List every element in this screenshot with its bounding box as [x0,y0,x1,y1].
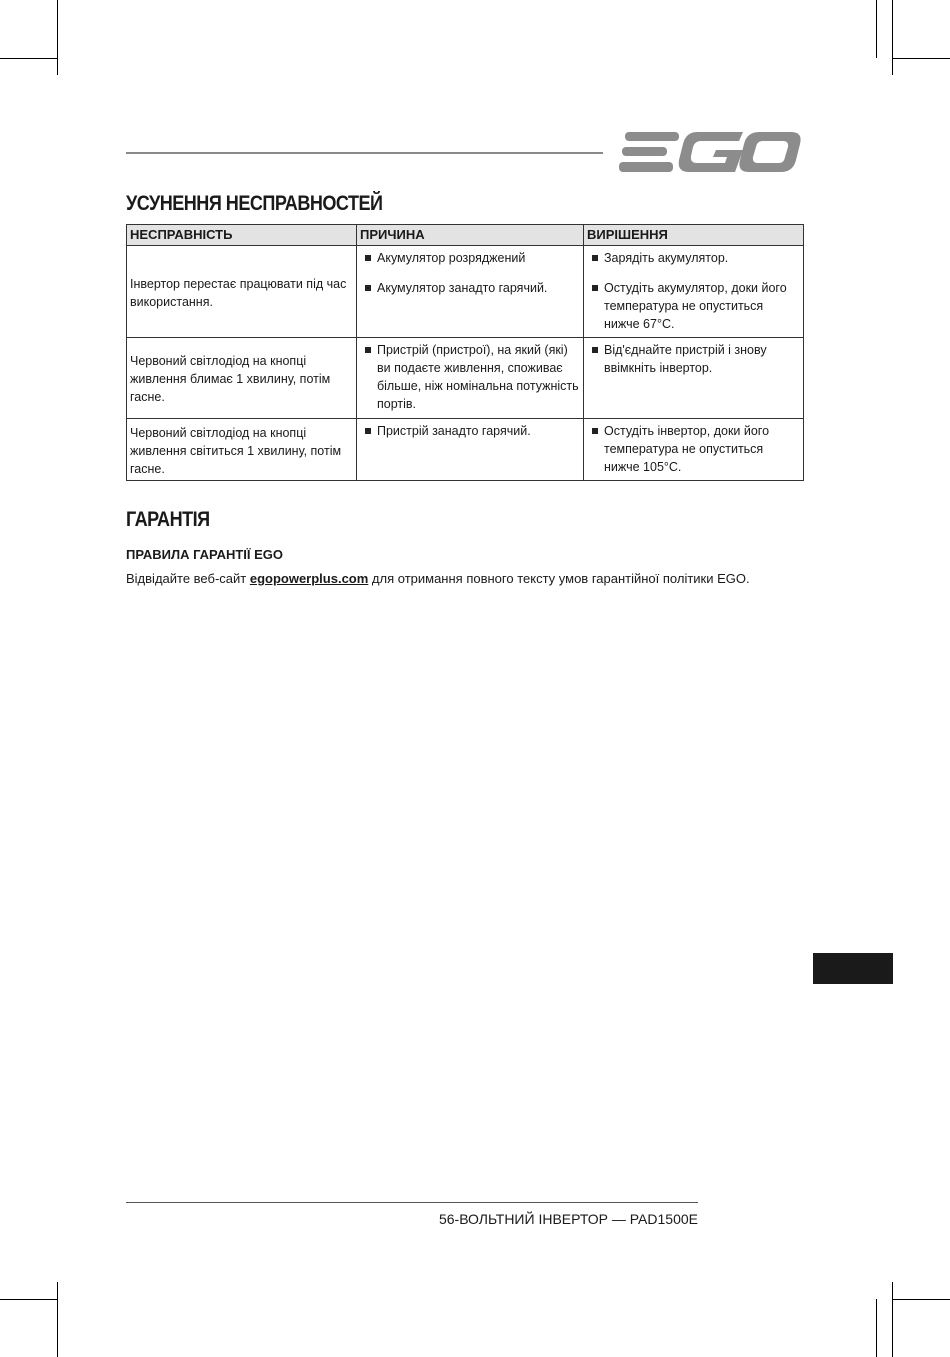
crop-mark [876,0,877,58]
table-row [127,338,804,419]
crop-mark [0,58,57,59]
cause-cell [357,419,584,481]
cause-item: Акумулятор розряджений [361,249,579,267]
table-header-row [127,225,804,246]
footer-text: 56-ВОЛЬТНИЙ ІНВЕРТОР — PAD1500E [438,1211,698,1227]
crop-mark [57,1282,58,1357]
solution-cell [584,338,804,419]
problem-cell: Червоний світлодіод на кнопці живлення світиться 1 хвилину, потім гасне. [127,419,357,481]
problem-cell: Червоний світлодіод на кнопці живлення блимає 1 хвилину, потім гасне. [127,338,357,419]
solution-item: Остудіть акумулятор, доки його температура не опуститься нижче 67°C. [588,279,799,333]
problem-cell: Інвертор перестає працювати під час використання. [127,246,357,338]
crop-mark [893,1299,950,1300]
crop-mark [893,58,950,59]
table-row [127,419,804,481]
column-header-solution: ВИРІШЕННЯ [584,225,804,246]
warranty-subtitle: ПРАВИЛА ГАРАНТІЇ EGO [126,547,284,562]
column-header-cause: ПРИЧИНА [357,225,584,246]
cause-cell [357,338,584,419]
solution-item: Остудіть інвертор, доки його температура не опуститься нижче 105°C. [588,422,799,476]
footer-rule [126,1202,698,1203]
crop-mark [57,0,58,75]
cause-item: Акумулятор занадто гарячий. [361,279,579,297]
header-rule [126,152,603,154]
crop-mark [892,0,893,75]
solution-cell [584,419,804,481]
ego-logo [617,130,803,174]
warranty-text-before: Відвідайте веб-сайт [126,571,250,586]
column-header-problem: НЕСПРАВНІСТЬ [127,225,357,246]
warranty-text-after: для отримання повного тексту умов гарантійної політики EGO. [368,571,750,586]
solution-item: Від'єднайте пристрій і знову ввімкніть інвертор. [588,341,799,377]
warranty-paragraph [126,571,750,586]
crop-mark [876,1299,877,1357]
solution-cell [584,246,804,338]
table-row [127,246,804,338]
warranty-website-link[interactable]: egopowerplus.com [249,571,369,586]
troubleshooting-title: УСУНЕННЯ НЕСПРАВНОСТЕЙ [126,192,383,215]
language-tab-marker [813,953,893,984]
solution-item: Зарядіть акумулятор. [588,249,799,267]
troubleshooting-table [126,224,804,481]
crop-mark [0,1299,57,1300]
cause-cell [357,246,584,338]
cause-item: Пристрій (пристрої), на який (які) ви подаєте живлення, споживає більше, ніж номінальна потужність портів. [361,341,579,413]
warranty-title: ГАРАНТІЯ [126,508,210,531]
crop-mark [892,1282,893,1357]
cause-item: Пристрій занадто гарячий. [361,422,579,440]
